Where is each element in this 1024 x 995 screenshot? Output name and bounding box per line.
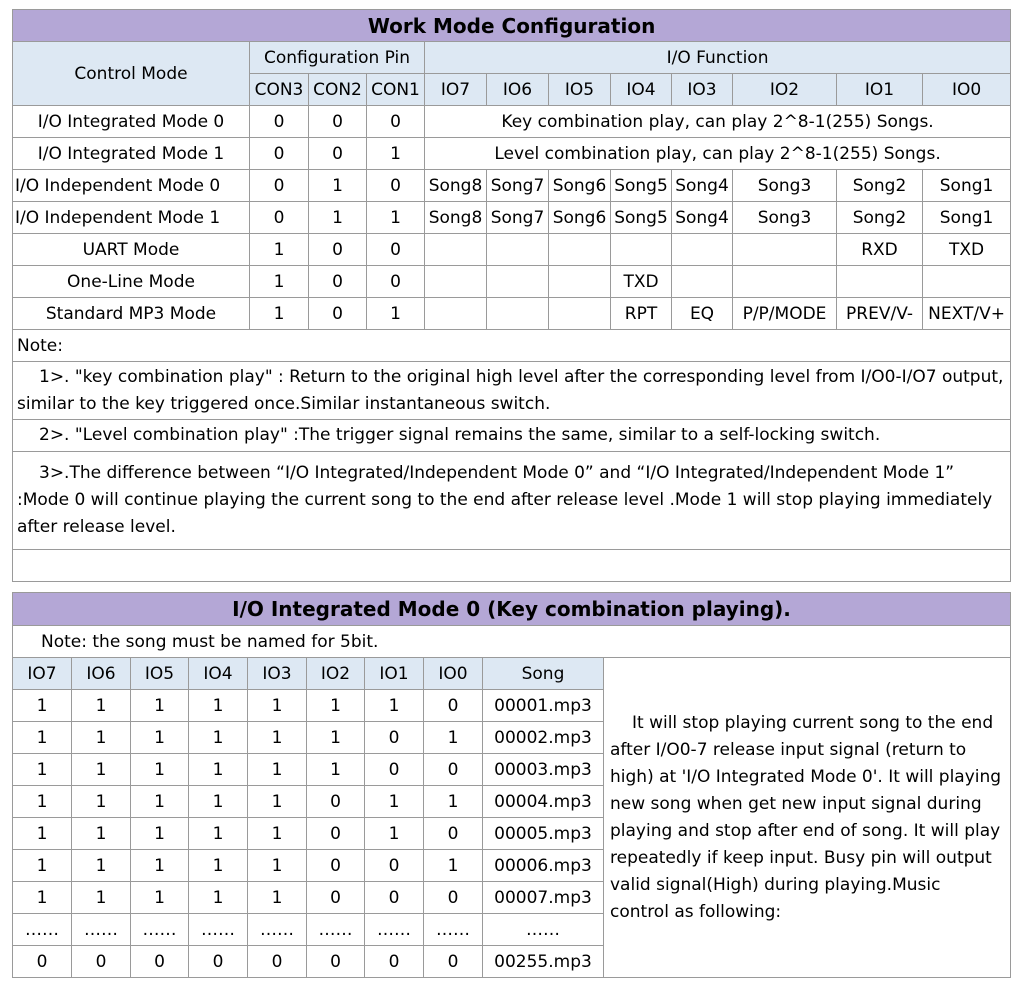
io-bit: 1 xyxy=(189,754,248,786)
io-bit: 1 xyxy=(13,818,72,850)
mode-name: I/O Independent Mode 1 xyxy=(13,202,250,234)
io-bit: 1 xyxy=(189,722,248,754)
io-value: Song1 xyxy=(923,170,1011,202)
io-bit: 1 xyxy=(13,722,72,754)
io-bit: 1 xyxy=(248,786,307,818)
work-mode-table xyxy=(12,9,1011,582)
pin-value: 0 xyxy=(367,170,425,202)
io-value: Song4 xyxy=(672,170,733,202)
work-mode-title: Work Mode Configuration xyxy=(13,10,1011,42)
io-function-header: I/O Function xyxy=(425,42,1011,74)
table-row xyxy=(13,138,1011,170)
io-bit: 0 xyxy=(365,850,424,882)
song-col-header: Song xyxy=(483,658,604,690)
io-bit: 0 xyxy=(424,690,483,722)
pin-value: 0 xyxy=(250,170,309,202)
pin-value: 0 xyxy=(309,138,367,170)
io-bit: …… xyxy=(189,914,248,946)
pin-value: 1 xyxy=(367,298,425,330)
io-bit: 1 xyxy=(131,818,189,850)
integrated-mode-table xyxy=(12,592,1011,978)
pin-value: 0 xyxy=(250,138,309,170)
table-row xyxy=(13,170,1011,202)
io-bit: …… xyxy=(72,914,131,946)
config-pin-header: Configuration Pin xyxy=(250,42,425,74)
io-bit: …… xyxy=(131,914,189,946)
pin-value: 1 xyxy=(367,138,425,170)
table-row xyxy=(13,234,1011,266)
io-bit: 1 xyxy=(72,690,131,722)
io-bit: 1 xyxy=(13,786,72,818)
song-file: 00007.mp3 xyxy=(483,882,604,914)
mode-name: One-Line Mode xyxy=(13,266,250,298)
io-bit: 1 xyxy=(13,850,72,882)
pin-col-header: CON3 xyxy=(250,74,309,106)
control-mode-header: Control Mode xyxy=(13,42,250,106)
io-bit: 1 xyxy=(131,850,189,882)
blank-row xyxy=(13,550,1011,582)
integrated-mode-note: Note: the song must be named for 5bit. xyxy=(13,626,1011,658)
io-bit: 1 xyxy=(72,882,131,914)
pin-value: 0 xyxy=(367,266,425,298)
io-value: TXD xyxy=(923,234,1011,266)
io-value: P/P/MODE xyxy=(733,298,837,330)
io-bit: …… xyxy=(307,914,365,946)
io-value: Song4 xyxy=(672,202,733,234)
io-function-span: Level combination play, can play 2^8-1(255) Songs. xyxy=(425,138,1011,170)
io-bit: 1 xyxy=(131,882,189,914)
io-bit: 1 xyxy=(365,690,424,722)
io-bit: 1 xyxy=(189,786,248,818)
io-value xyxy=(733,234,837,266)
pin-value: 0 xyxy=(309,106,367,138)
pin-value: 0 xyxy=(250,202,309,234)
io-col-header: IO5 xyxy=(549,74,611,106)
io-value: PREV/V- xyxy=(837,298,923,330)
pin-value: 1 xyxy=(250,234,309,266)
io-value: Song5 xyxy=(611,202,672,234)
pin-value: 0 xyxy=(367,106,425,138)
io-col-header: IO0 xyxy=(923,74,1011,106)
io-bit: 0 xyxy=(365,754,424,786)
io-bit: 1 xyxy=(131,754,189,786)
io-bit: 0 xyxy=(307,850,365,882)
io-function-span: Key combination play, can play 2^8-1(255) Songs. xyxy=(425,106,1011,138)
io-bit: 1 xyxy=(189,850,248,882)
io-value: Song3 xyxy=(733,170,837,202)
io-value xyxy=(672,234,733,266)
song-file: 00006.mp3 xyxy=(483,850,604,882)
io-bit: 0 xyxy=(365,946,424,978)
io-bit: 1 xyxy=(424,722,483,754)
song-file: 00003.mp3 xyxy=(483,754,604,786)
io-bit: 0 xyxy=(189,946,248,978)
io-value: Song7 xyxy=(487,202,549,234)
io-bit: 0 xyxy=(13,946,72,978)
mode-name: I/O Integrated Mode 0 xyxy=(13,106,250,138)
io-bit: 1 xyxy=(248,818,307,850)
io-bit: …… xyxy=(365,914,424,946)
io-bit: 1 xyxy=(189,882,248,914)
io-value xyxy=(733,266,837,298)
io-bit: 1 xyxy=(365,818,424,850)
io-bit: 1 xyxy=(248,690,307,722)
table-row xyxy=(13,202,1011,234)
song-file: 00002.mp3 xyxy=(483,722,604,754)
io-bit: 0 xyxy=(365,722,424,754)
note-label: Note: xyxy=(13,330,1011,362)
note-1: 1>. "key combination play" : Return to the original high level after the corresponding level from I/O0-I/O7 output, similar to the key triggered once.Similar instantaneous switch. xyxy=(13,362,1011,420)
io-value xyxy=(425,266,487,298)
io-bit: 0 xyxy=(365,882,424,914)
pin-value: 0 xyxy=(309,298,367,330)
io-bit: 0 xyxy=(424,946,483,978)
io-bit: 1 xyxy=(13,690,72,722)
io-bit: 0 xyxy=(307,786,365,818)
io-bit: 0 xyxy=(307,818,365,850)
song-file: …… xyxy=(483,914,604,946)
integrated-mode-title: I/O Integrated Mode 0 (Key combination playing). xyxy=(13,593,1011,626)
io-col-header: IO7 xyxy=(425,74,487,106)
io-bit: 1 xyxy=(131,786,189,818)
io-bit: 1 xyxy=(189,690,248,722)
io-bit: 1 xyxy=(365,786,424,818)
pin-value: 0 xyxy=(367,234,425,266)
io-bit: 1 xyxy=(72,722,131,754)
mode-name: I/O Independent Mode 0 xyxy=(13,170,250,202)
io-bit: 1 xyxy=(248,722,307,754)
io-value: Song8 xyxy=(425,202,487,234)
io-value xyxy=(487,234,549,266)
io-value xyxy=(837,266,923,298)
io-value xyxy=(672,266,733,298)
io-bit: …… xyxy=(424,914,483,946)
io-value xyxy=(487,266,549,298)
pin-col-header: CON1 xyxy=(367,74,425,106)
note-3: 3>.The difference between “I/O Integrated/Independent Mode 0” and “I/O Integrated/Independent Mode 1” :Mode 0 will continue playing the current song to the end after release level .Mode 1 will stop playing immediately after release level. xyxy=(13,452,1011,550)
io-value: EQ xyxy=(672,298,733,330)
io-value: Song2 xyxy=(837,170,923,202)
io-col-header: IO1 xyxy=(837,74,923,106)
song-col-header: IO3 xyxy=(248,658,307,690)
mode-name: UART Mode xyxy=(13,234,250,266)
io-value xyxy=(425,234,487,266)
io-bit: 1 xyxy=(248,850,307,882)
io-value: Song2 xyxy=(837,202,923,234)
io-bit: 1 xyxy=(72,754,131,786)
io-col-header: IO2 xyxy=(733,74,837,106)
io-value xyxy=(549,266,611,298)
io-bit: 0 xyxy=(307,882,365,914)
io-bit: 1 xyxy=(189,818,248,850)
song-col-header: IO5 xyxy=(131,658,189,690)
io-bit: 0 xyxy=(424,882,483,914)
pin-value: 1 xyxy=(250,298,309,330)
song-col-header: IO7 xyxy=(13,658,72,690)
io-bit: 1 xyxy=(307,754,365,786)
io-value: Song6 xyxy=(549,170,611,202)
pin-value: 1 xyxy=(367,202,425,234)
io-bit: 1 xyxy=(307,722,365,754)
io-value xyxy=(425,298,487,330)
table-row xyxy=(13,106,1011,138)
io-bit: 1 xyxy=(424,786,483,818)
song-col-header: IO0 xyxy=(424,658,483,690)
io-value xyxy=(487,298,549,330)
io-value: RXD xyxy=(837,234,923,266)
io-value: Song3 xyxy=(733,202,837,234)
io-bit: …… xyxy=(248,914,307,946)
mode-name: I/O Integrated Mode 1 xyxy=(13,138,250,170)
pin-value: 1 xyxy=(250,266,309,298)
song-file: 00255.mp3 xyxy=(483,946,604,978)
io-bit: 1 xyxy=(72,786,131,818)
pin-value: 0 xyxy=(309,234,367,266)
io-bit: 1 xyxy=(424,850,483,882)
io-bit: 1 xyxy=(131,690,189,722)
io-value: TXD xyxy=(611,266,672,298)
io-bit: 0 xyxy=(72,946,131,978)
pin-col-header: CON2 xyxy=(309,74,367,106)
io-bit: 0 xyxy=(424,754,483,786)
song-col-header: IO6 xyxy=(72,658,131,690)
io-col-header: IO3 xyxy=(672,74,733,106)
io-bit: 0 xyxy=(131,946,189,978)
pin-value: 1 xyxy=(309,170,367,202)
io-value: RPT xyxy=(611,298,672,330)
io-bit: 1 xyxy=(131,722,189,754)
io-bit: 1 xyxy=(13,882,72,914)
mode-description: It will stop playing current song to the end after I/O0-7 release input signal (return to high) at 'I/O Integrated Mode 0'. It will playing new song when get new input signal during playing and stop after end of song. It will play repeatedly if keep input. Busy pin will output valid signal(High) during playing.Music control as following: xyxy=(604,658,1011,978)
song-col-header: IO1 xyxy=(365,658,424,690)
io-bit: 1 xyxy=(307,690,365,722)
note-2: 2>. "Level combination play" :The trigger signal remains the same, similar to a self-locking switch. xyxy=(13,420,1011,452)
io-bit: 1 xyxy=(72,850,131,882)
song-file: 00001.mp3 xyxy=(483,690,604,722)
io-col-header: IO6 xyxy=(487,74,549,106)
table-row xyxy=(13,266,1011,298)
io-value xyxy=(549,298,611,330)
io-bit: 1 xyxy=(72,818,131,850)
io-value: Song1 xyxy=(923,202,1011,234)
song-file: 00005.mp3 xyxy=(483,818,604,850)
pin-value: 1 xyxy=(309,202,367,234)
io-value: Song6 xyxy=(549,202,611,234)
io-bit: 0 xyxy=(307,946,365,978)
io-value xyxy=(611,234,672,266)
io-value: Song8 xyxy=(425,170,487,202)
io-value xyxy=(549,234,611,266)
io-bit: …… xyxy=(13,914,72,946)
song-file: 00004.mp3 xyxy=(483,786,604,818)
io-bit: 0 xyxy=(248,946,307,978)
table-row xyxy=(13,298,1011,330)
io-bit: 1 xyxy=(248,882,307,914)
io-bit: 1 xyxy=(13,754,72,786)
io-value: Song5 xyxy=(611,170,672,202)
io-bit: 0 xyxy=(424,818,483,850)
io-col-header: IO4 xyxy=(611,74,672,106)
pin-value: 0 xyxy=(309,266,367,298)
io-value: Song7 xyxy=(487,170,549,202)
io-value xyxy=(923,266,1011,298)
song-col-header: IO2 xyxy=(307,658,365,690)
song-col-header: IO4 xyxy=(189,658,248,690)
pin-value: 0 xyxy=(250,106,309,138)
mode-name: Standard MP3 Mode xyxy=(13,298,250,330)
io-bit: 1 xyxy=(248,754,307,786)
io-value: NEXT/V+ xyxy=(923,298,1011,330)
